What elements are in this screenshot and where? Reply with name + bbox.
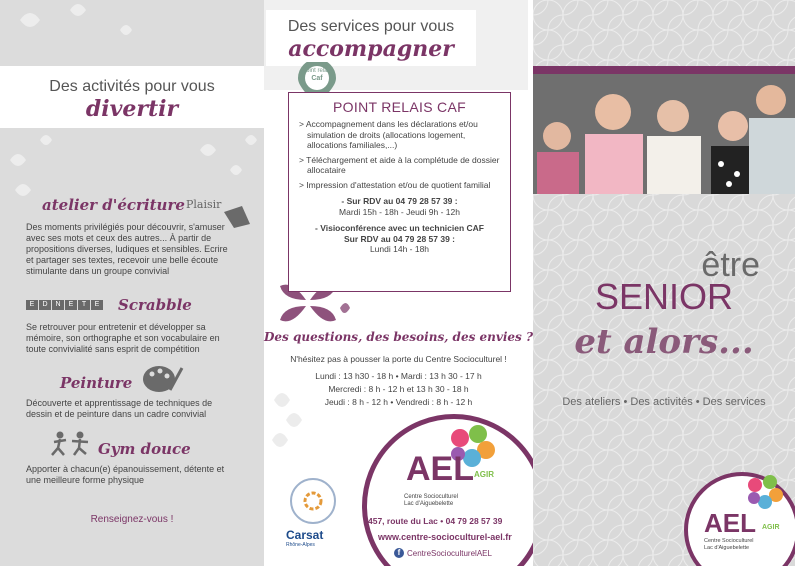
carsat-logo: Carsat Rhône-Alpes (282, 528, 344, 554)
partner-seal-icon (292, 480, 334, 522)
left-header (0, 66, 264, 128)
caf-title: POINT RELAIS CAF (333, 99, 466, 115)
left-footer: Renseignez-vous ! (90, 514, 174, 525)
facebook-link[interactable]: f CentreSocioculturelAEL (394, 548, 492, 558)
seniors-photo (533, 74, 795, 194)
caf-item: > Accompagnement dans les déclarations et/ou simulation de droits (allocations logement, allocations familiales,...) (299, 119, 478, 150)
partner-seal-logo (290, 478, 336, 524)
plaisir-badge: Plaisir (186, 198, 222, 211)
left-panel (0, 0, 264, 566)
middle-header (266, 10, 476, 66)
palette-icon (142, 364, 184, 394)
website-link[interactable]: www.centre-socioculturel-ael.fr (378, 532, 512, 542)
activity-text-scrabble: Se retrouver pour entretenir et développer sa mémoire, son orthographe et son vocabulaire en toute convivialité sans esprit de compétition (26, 322, 220, 354)
ael-agir-small: AGIR (762, 524, 780, 531)
slogan-line1: être (701, 246, 760, 284)
ael-logo-text-small: AEL (704, 508, 756, 538)
activity-title-gym: Gym douce (98, 440, 191, 458)
caf-rdv-2: - Visioconférence avec un technicien CAF Sur RDV au 04 79 28 57 39 : Lundi 14h - 18h (315, 223, 484, 254)
activity-title-writing: atelier d'écriture (42, 196, 185, 214)
left-header-line2: divertir (85, 96, 179, 122)
questions-section (264, 330, 533, 409)
ael-agir: AGIR (474, 470, 494, 479)
caf-box (288, 92, 511, 292)
middle-header-line2: accompagner (288, 36, 454, 62)
scrabble-tiles-icon: E D N E T E (26, 300, 103, 310)
left-header-line1: Des activités pour vous (49, 78, 215, 95)
activity-title-scrabble: Scrabble (118, 296, 192, 314)
activity-text-painting: Découverte et apprentissage de techniques de dessin et de peinture dans un cadre convivial (26, 398, 213, 419)
seniors-photo-image (533, 74, 795, 194)
slogan-line3: et alors... (574, 322, 754, 362)
slogan-line2: SENIOR (594, 276, 734, 317)
ael-subtitle: Centre Socioculturel Lac d'Aiguebelette (404, 494, 459, 507)
ael-subtitle-small: Centre Socioculturel Lac d'Aiguebelette (704, 538, 754, 551)
caf-pin-label: Point relais Caf (302, 68, 332, 82)
middle-header-line1: Des services pour vous (287, 18, 455, 35)
photo-top-bar (533, 66, 795, 74)
caf-item: > Impression d'attestation et/ou de quotient familial (299, 179, 491, 190)
tagline: Des ateliers • Des activités • Des services (562, 396, 766, 408)
caf-item: > Téléchargement et aide à la complétude de dossier allocataire (299, 154, 500, 175)
caf-rdv-1: - Sur RDV au 04 79 28 57 39 : Mardi 15h - 18h - Jeudi 9h - 12h (339, 196, 460, 217)
activity-title-painting: Peinture (60, 374, 133, 392)
facebook-icon: f (394, 548, 404, 558)
questions-title: Des questions, des besoins, des envies ? (264, 330, 534, 344)
activity-text-writing: Des moments privilégiés pour découvrir, s'amuser avec ses mots et ceux des autres... À partir de propositions diverses, ludiques et sensibles. Ecrire et partager ses textes, recevoir une belle écoute stimulante dans un groupe convivial (26, 222, 228, 276)
activity-text-gym: Apporter à chacun(e) épanouissement, détente et une meilleure forme physique (26, 464, 225, 485)
gym-figures-icon (50, 430, 94, 456)
ael-logo-text: AEL (406, 450, 474, 488)
questions-text: N'hésitez pas à pousser la porte du Centre Socioculturel ! (290, 354, 507, 364)
opening-hours: Lundi : 13 h30 - 18 h • Mardi : 13 h 30 - 17 h Mercredi : 8 h - 12 h et 13 h 30 - 18 h Jeudi : 8 h - 12 h • Vendredi : 8 h - 12 h (315, 371, 482, 407)
address: 457, route du Lac • 04 79 28 57 39 (368, 516, 503, 526)
